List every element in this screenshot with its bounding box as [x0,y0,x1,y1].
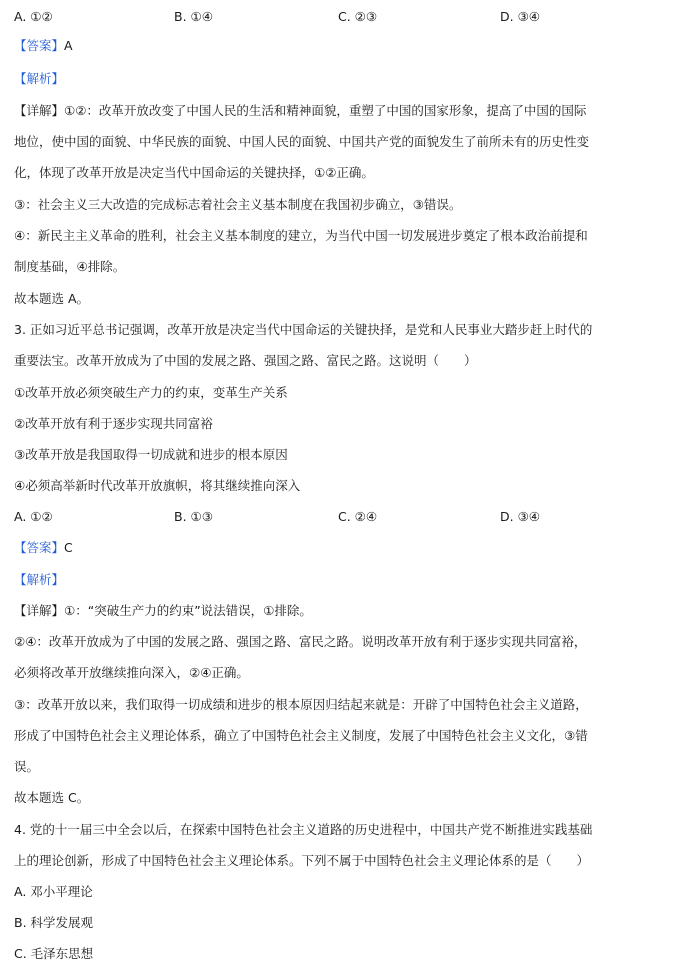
q2-detail-line-5: ④：新民主主义革命的胜利，社会主义基本制度的建立，为当代中国一切发展进步奠定了根本政治前提和 [14,228,588,243]
q2-answer [14,37,668,55]
detail-tag: 【详解】 [14,603,65,618]
q3-conclusion: 故本题选 C。 [14,790,90,805]
q3-detail-line-2: ②④：改革开放成为了中国的发展之路、强国之路、富民之路。说明改革开放有利于逐步实现共同富裕， [14,634,587,649]
q3-option-d: D. ③④ [500,509,540,524]
q3-options [14,508,668,526]
q2-option-c: C. ②③ [338,9,378,24]
q3-detail-line-4: ③：改革开放以来，我们取得一切成绩和进步的根本原因归结起来就是：开辟了中国特色社会主义道路， [14,697,588,712]
q3-detail-line-3: 必须将改革开放继续推向深入，②④正确。 [14,665,249,680]
detail-tag: 【详解】 [14,103,65,118]
q3-answer-value: C [64,540,73,555]
q2-conclusion: 故本题选 A。 [14,291,90,306]
q2-option-b: B. ①④ [174,9,213,24]
q4-stem-line-2: 上的理论创新，形成了中国特色社会主义理论体系。下列不属于中国特色社会主义理论体系的是（ ） [14,853,590,868]
q4-option-b: B. 科学发展观 [14,915,94,930]
q2-options [14,8,668,26]
q3-statement-4: ④必须高举新时代改革开放旗帜，将其继续推向深入 [14,478,301,493]
q3-detail-line-5: 形成了中国特色社会主义理论体系，确立了中国特色社会主义制度，发展了中国特色社会主义文化，③错 [14,728,588,743]
q4-option-a: A. 邓小平理论 [14,884,93,899]
q3-detail-line-6: 误。 [14,759,40,774]
q3-option-a: A. ①② [14,509,53,524]
q3-statement-1: ①改革开放必须突破生产力的约束，变革生产关系 [14,385,288,400]
q2-answer-value: A [64,38,73,53]
q4-stem-line-1: 4. 党的十一届三中全会以后，在探索中国特色社会主义道路的历史进程中，中国共产党不断推进实践基础 [14,822,593,837]
q3-option-b: B. ①③ [174,509,213,524]
q2-option-d: D. ③④ [500,9,540,24]
q2-detail-line-4: ③：社会主义三大改造的完成标志着社会主义基本制度在我国初步确立，③错误。 [14,197,462,212]
q3-detail-line-1: 【详解】①：“突破生产力的约束”说法错误，①排除。 [14,603,312,618]
q2-option-a: A. ①② [14,9,53,24]
q3-answer [14,539,668,557]
answer-tag: 【答案】 [14,38,65,53]
q3-option-c: C. ②④ [338,509,378,524]
q3-analysis-tag: 【解析】 [14,572,65,587]
q2-analysis-tag: 【解析】 [14,71,65,86]
q2-detail-line-6: 制度基础，④排除。 [14,259,126,274]
q2-detail-line-2: 地位，使中国的面貌、中华民族的面貌、中国人民的面貌、中国共产党的面貌发生了前所未有的历史性变 [14,134,590,149]
q2-detail-line-1: 【详解】①②：改革开放改变了中国人民的生活和精神面貌，重塑了中国的国家形象，提高了中国的国际 [14,103,587,118]
q3-stem-line-1: 3. 正如习近平总书记强调，改革开放是决定当代中国命运的关键抉择，是党和人民事业大踏步赶上时代的 [14,322,593,337]
q4-option-c: C. 毛泽东思想 [14,946,94,961]
q2-detail-line-3: 化，体现了改革开放是决定当代中国命运的关键抉择，①②正确。 [14,165,374,180]
answer-tag: 【答案】 [14,540,65,555]
q3-stem-line-2: 重要法宝。改革开放成为了中国的发展之路、强国之路、富民之路。这说明（ ） [14,353,477,368]
q3-statement-3: ③改革开放是我国取得一切成就和进步的根本原因 [14,447,288,462]
q3-statement-2: ②改革开放有利于逐步实现共同富裕 [14,416,213,431]
